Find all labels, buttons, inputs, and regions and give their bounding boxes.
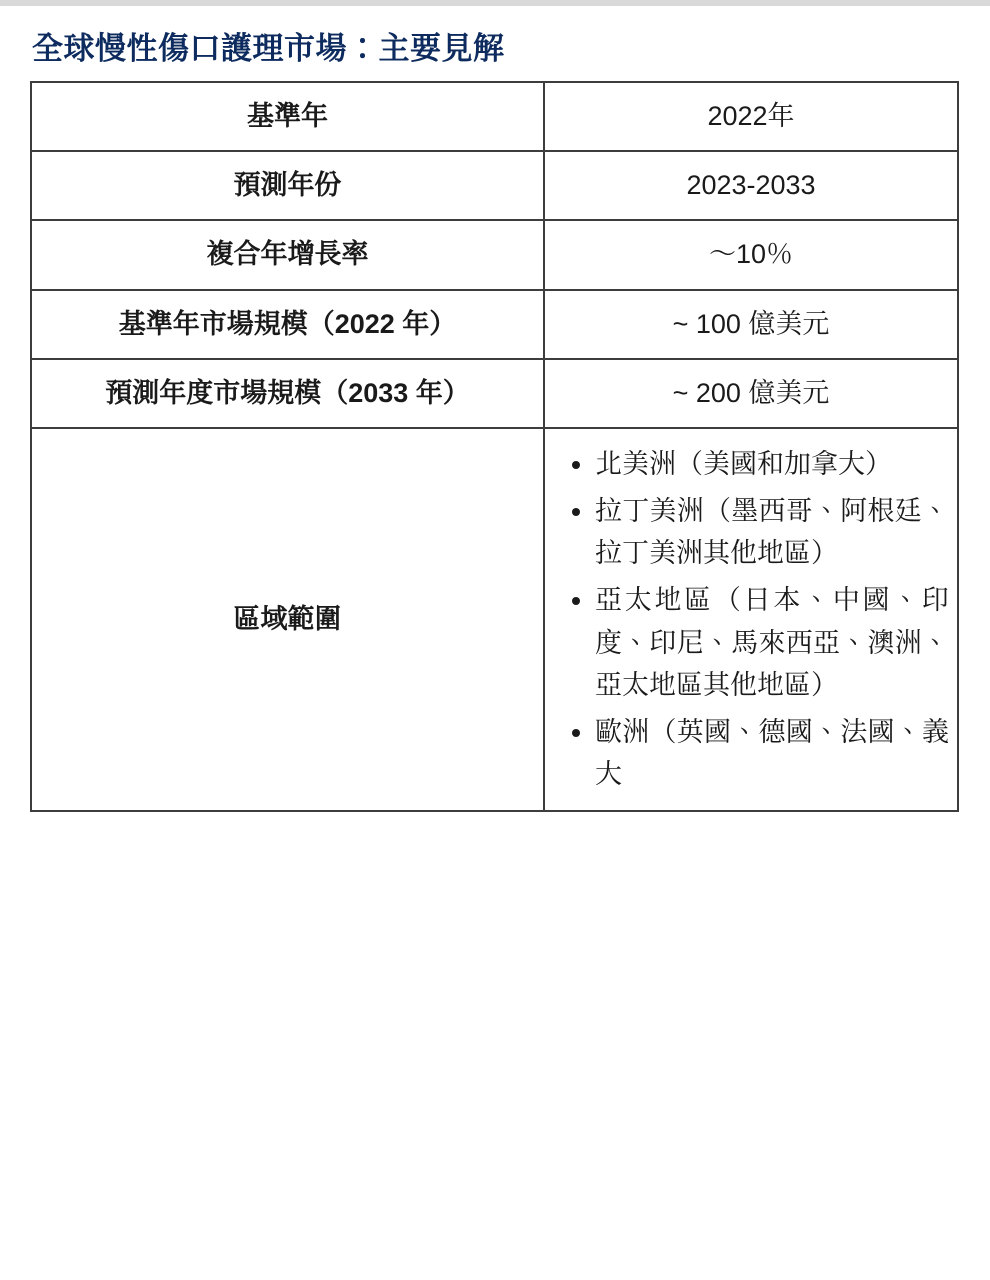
table-row bbox=[31, 220, 958, 289]
row-label-cagr: 複合年增長率 bbox=[31, 220, 544, 289]
list-item: • 拉丁美洲（墨西哥、阿根廷、拉丁美洲其他地區） bbox=[595, 490, 951, 575]
row-value-forecast-years: 2023-2033 bbox=[544, 151, 958, 220]
table-row bbox=[31, 290, 958, 359]
key-insights-table bbox=[30, 81, 959, 812]
table-row bbox=[31, 82, 958, 151]
list-item: • 北美洲（美國和加拿大） bbox=[595, 443, 951, 486]
row-label-regional-scope: 區域範圍 bbox=[31, 428, 544, 811]
row-label-forecast-market-size: 預測年度市場規模（2033 年） bbox=[31, 359, 544, 428]
list-item: • 歐洲（英國、德國、法國、義大 bbox=[595, 711, 951, 796]
row-value-regional-scope bbox=[544, 428, 958, 811]
list-item: • 亞太地區（日本、中國、印度、印尼、馬來西亞、澳洲、亞太地區其他地區） bbox=[595, 579, 951, 707]
regional-scope-list bbox=[551, 443, 951, 796]
row-label-forecast-years: 預測年份 bbox=[31, 151, 544, 220]
row-value-base-year-market-size: ~ 100 億美元 bbox=[544, 290, 958, 359]
table-body bbox=[31, 82, 958, 811]
row-value-forecast-market-size: ~ 200 億美元 bbox=[544, 359, 958, 428]
table-row bbox=[31, 359, 958, 428]
row-label-base-year: 基準年 bbox=[31, 82, 544, 151]
page-title: 全球慢性傷口護理市場：主要見解 bbox=[32, 31, 505, 66]
row-label-base-year-market-size: 基準年市場規模（2022 年） bbox=[31, 290, 544, 359]
row-value-cagr: ～10％ bbox=[544, 220, 958, 289]
row-value-base-year: 2022年 bbox=[544, 82, 958, 151]
table-row-regional-scope bbox=[31, 428, 958, 811]
table-row bbox=[31, 151, 958, 220]
top-scroll-bar bbox=[0, 0, 990, 6]
document-page bbox=[0, 30, 990, 812]
